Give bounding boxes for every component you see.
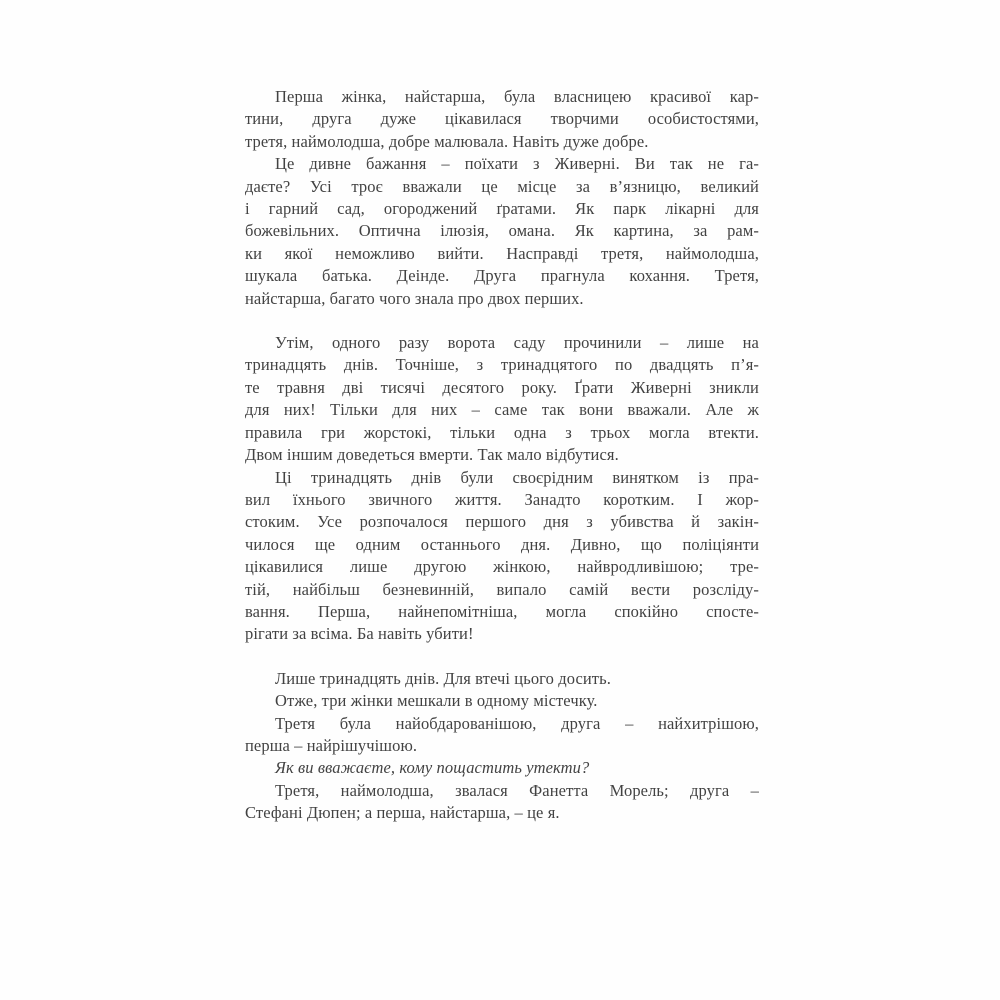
text-line: Двом іншим доведеться вмерти. Так мало відбутися. <box>245 445 619 465</box>
paragraph <box>245 332 759 466</box>
text-line: тій, найбільш безневинній, випало самій вести розсліду- <box>245 579 759 599</box>
text-section <box>245 668 759 825</box>
text-line: найстарша, багато чого знала про двох перших. <box>245 288 584 308</box>
text-line: Третя була найобдарованішою, друга – найхитрішою, <box>275 713 759 733</box>
text-line: Утім, одного разу ворота саду прочинили – лише на <box>275 333 759 353</box>
text-line: шукала батька. Деінде. Друга прагнула кохання. Третя, <box>245 266 759 286</box>
text-line: вил їхнього звичного життя. Занадто коротким. І жор- <box>245 489 759 509</box>
paragraph <box>245 86 759 153</box>
text-line: чилося ще одним останнього дня. Дивно, що поліціянти <box>245 534 759 554</box>
text-line: Третя, наймолодша, звалася Фанетта Морель; друга – <box>275 780 759 800</box>
paragraph <box>245 757 759 779</box>
text-line: третя, наймолодша, добре малювала. Навіть дуже добре. <box>245 131 649 151</box>
text-line: Це дивне бажання – поїхати з Живерні. Ви так не га- <box>275 154 759 174</box>
text-line: Стефані Дюпен; а перша, найстарша, – це я. <box>245 803 560 823</box>
text-line: те травня дві тисячі десятого року. Ґрати Живерні зникли <box>245 377 759 397</box>
text-section <box>245 86 759 310</box>
paragraph <box>245 690 759 712</box>
text-line: цікавилися лише другою жінкою, найвродливішою; тре- <box>245 557 759 577</box>
text-line: ки якої неможливо вийти. Насправді третя, наймолодша, <box>245 243 759 263</box>
paragraph <box>245 467 759 646</box>
text-line: Як ви вважаєте, кому пощастить утекти? <box>275 758 590 778</box>
paragraph <box>245 780 759 825</box>
text-line: божевільних. Оптична ілюзія, омана. Як картина, за рам- <box>245 221 759 241</box>
text-line: рігати за всіма. Ба навіть убити! <box>245 624 474 644</box>
text-line: даєте? Усі троє вважали це місце за в’язницю, великий <box>245 176 759 196</box>
text-line: стоким. Усе розпочалося першого дня з убивства й закін- <box>245 512 759 532</box>
text-line: Лише тринадцять днів. Для втечі цього досить. <box>275 668 611 688</box>
page-text <box>245 86 759 825</box>
text-line: правила гри жорстокі, тільки одна з трьох могла втекти. <box>245 422 759 442</box>
text-line: Ці тринадцять днів були своєрідним винятком із пра- <box>275 467 759 487</box>
paragraph <box>245 153 759 310</box>
text-section <box>245 332 759 646</box>
text-line: для них! Тільки для них – саме так вони вважали. Але ж <box>245 400 759 420</box>
text-line: перша – найрішучішою. <box>245 735 418 755</box>
paragraph <box>245 668 759 690</box>
text-line: вання. Перша, найнепомітніша, могла спокійно спосте- <box>245 601 759 621</box>
paragraph <box>245 713 759 758</box>
text-line: тринадцять днів. Точніше, з тринадцятого по двадцять п’я- <box>245 355 759 375</box>
text-line: Отже, три жінки мешкали в одному містечку. <box>275 691 598 711</box>
text-line: тини, друга дуже цікавилася творчими особистостями, <box>245 109 759 129</box>
text-line: і гарний сад, огороджений ґратами. Як парк лікарні для <box>245 199 759 219</box>
text-line: Перша жінка, найстарша, була власницею красивої кар- <box>275 87 759 106</box>
